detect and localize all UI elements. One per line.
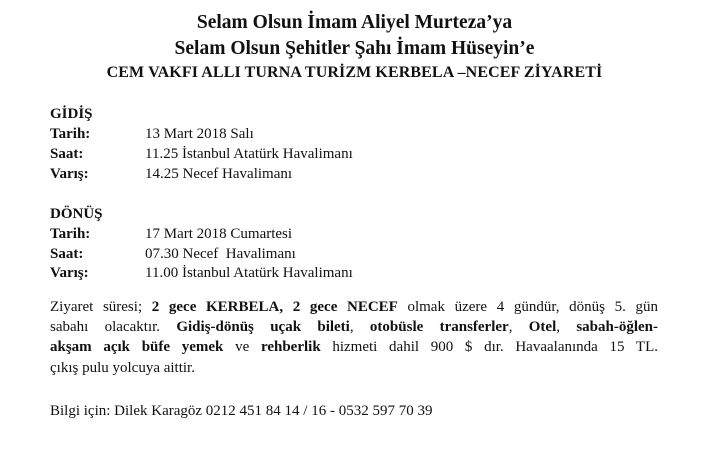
- details-bold-text: Gidiş-dönüş uçak bileti: [176, 319, 350, 336]
- details-text: ve: [223, 339, 261, 356]
- details-text: Ziyaret süresi;: [50, 299, 152, 315]
- details-text: çıkış pulu yolcuya aittir.: [50, 359, 195, 376]
- header-line-3: CEM VAKFI ALLI TURNA TURİZM KERBELA –NECEF ZİYARETİ: [106, 64, 603, 81]
- return-time-label: Saat:: [50, 246, 84, 262]
- header-line-1: Selam Olsun İmam Aliyel Murteza’ya: [196, 12, 513, 33]
- details-text: ,: [349, 319, 370, 336]
- details-line-4: [50, 358, 658, 378]
- details-paragraph: [50, 297, 658, 378]
- details-text: sabahı olacaktır.: [50, 319, 177, 336]
- departure-heading: GİDİŞ: [50, 106, 93, 122]
- return-date-label: Tarih:: [50, 226, 91, 242]
- details-text: ,: [508, 319, 529, 336]
- header-line-2: Selam Olsun Şehitler Şahı İmam Hüseyin’e: [174, 38, 535, 59]
- details-bold-text: sabah-öğlen-: [576, 319, 659, 336]
- details-bold-text: otobüsle transferler: [369, 319, 509, 336]
- details-text: ,: [556, 319, 577, 336]
- details-bold-text: akşam açık büfe yemek: [50, 339, 224, 356]
- details-line-3: [50, 337, 658, 357]
- details-line-2: [50, 317, 658, 337]
- departure-arrival-value: 14.25 Necef Havalimanı: [145, 166, 293, 182]
- departure-arrival-label: Varış:: [50, 166, 89, 182]
- details-text: hizmeti dahil 900 $ dır. Havaalanında 15 TL.: [320, 339, 658, 356]
- details-bold-text: Otel: [528, 319, 557, 336]
- return-date-value: 17 Mart 2018 Cumartesi: [145, 226, 293, 242]
- departure-date-label: Tarih:: [50, 126, 91, 142]
- return-heading: DÖNÜŞ: [50, 206, 103, 222]
- return-arrival-value: 11.00 İstanbul Atatürk Havalimanı: [145, 265, 353, 281]
- return-arrival-label: Varış:: [50, 265, 89, 281]
- details-line-1: [50, 297, 658, 317]
- details-text: olmak üzere 4 gündür, dönüş 5. gün: [397, 299, 658, 315]
- contact-info: Bilgi için: Dilek Karagöz 0212 451 84 14 / 16 - 0532 597 70 39: [50, 403, 433, 419]
- departure-time-value: 11.25 İstanbul Atatürk Havalimanı: [145, 146, 353, 162]
- details-bold-text: rehberlik: [260, 339, 321, 356]
- departure-time-label: Saat:: [50, 146, 84, 162]
- return-time-value: 07.30 Necef Havalimanı: [145, 246, 296, 262]
- details-bold-text: 2 gece KERBELA, 2 gece NECEF: [151, 299, 398, 315]
- departure-date-value: 13 Mart 2018 Salı: [145, 126, 254, 142]
